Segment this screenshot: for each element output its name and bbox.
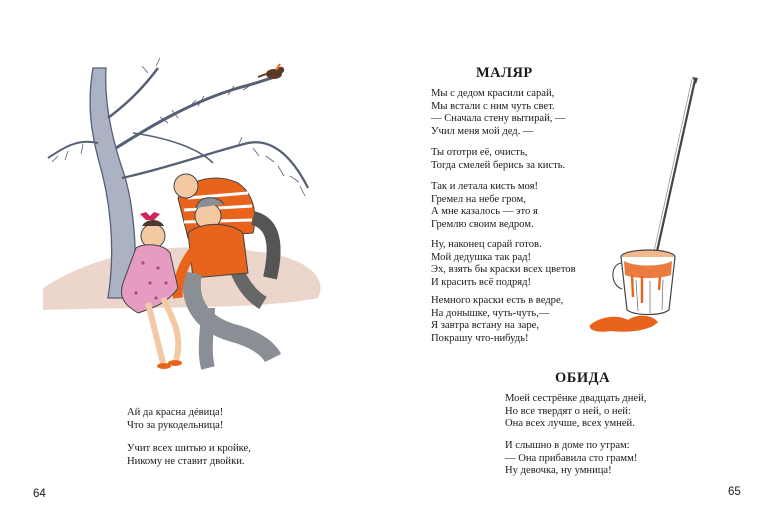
page-number: 65 (728, 486, 741, 498)
poem-stanza: Ну, наконец сарай готов. Мой дедушка так рад! Эх, взять бы краски всех цветов И красить всё подряд! (431, 239, 576, 288)
poem-stanza: Моей сестрёнке двадцать дней, Но все твердят о ней, о ней: Она всех лучше, всех умней. (505, 393, 647, 429)
poem-stanza: И слышно в доме по утрам: — Она прибавила сто грамм! Ну девочка, ну умница! (505, 440, 638, 476)
children-under-tree-illustration (38, 48, 338, 378)
poem-stanza: Ай да красна дéвица! Что за рукодельница! (127, 407, 224, 431)
poem-stanza: Учит всех шитью и кройке, Никому не ставит двойки. (127, 443, 251, 467)
bird-icon (258, 64, 284, 79)
right-page (385, 0, 770, 521)
poem-title: ОБИДА (555, 370, 611, 386)
poem-stanza: Немного краски есть в ведре, На донышке, чуть-чуть,— Я завтра встану на заре, Покрашу что-нибудь! (431, 295, 564, 344)
poem-title: МАЛЯР (476, 65, 533, 81)
page-number: 64 (33, 488, 46, 500)
paint-bucket-illustration (580, 75, 710, 350)
poem-stanza: Мы с дедом красили сарай, Мы встали с ним чуть свет. — Сначала стену вытирай, — Учил меня мой дед. — (431, 88, 566, 137)
poem-stanza: Так и летала кисть моя! Гремел на небе гром, А мне казалось — это я Гремлю своим ведром. (431, 181, 539, 230)
poem-stanza: Ты ототри её, очисть, Тогда смелей берись за кисть. (431, 147, 566, 171)
